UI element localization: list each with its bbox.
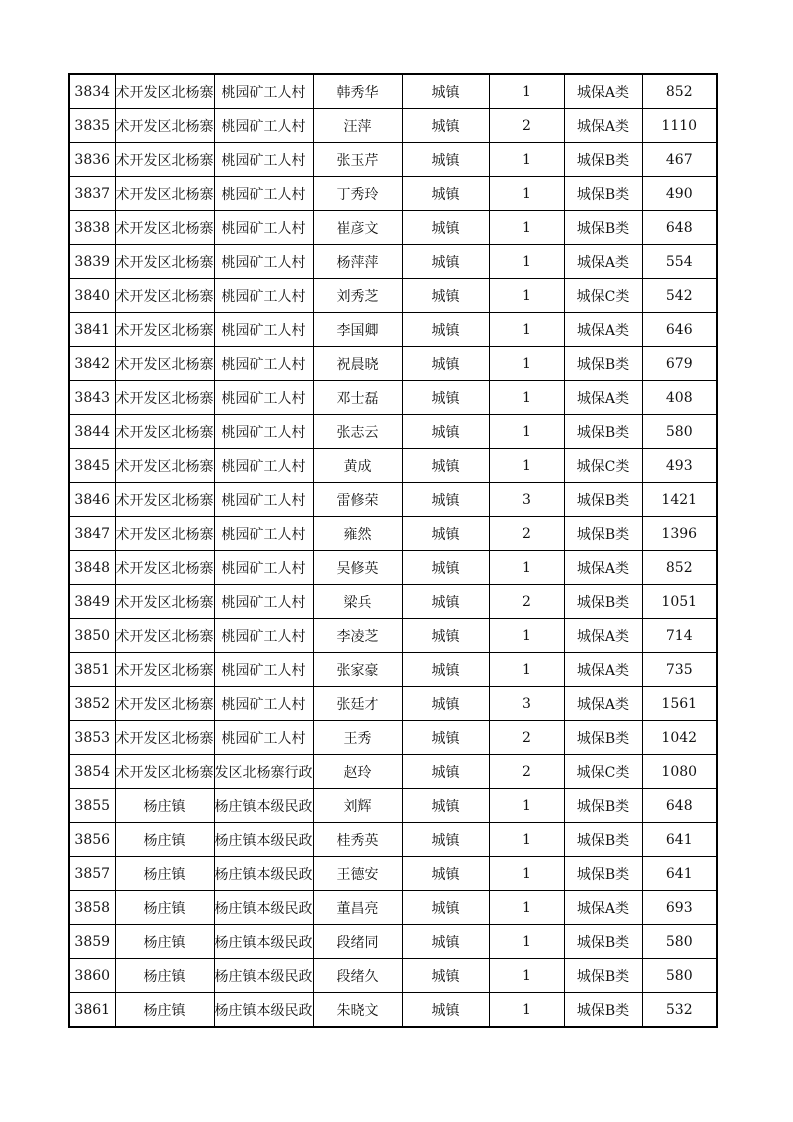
table-row (69, 993, 717, 1028)
area-type-cell: 城镇 (402, 449, 489, 483)
name-cell: 赵玲 (313, 755, 402, 789)
village-cell: 桃园矿工人村 (214, 279, 313, 313)
name-cell: 张廷才 (313, 687, 402, 721)
name-cell: 张玉芹 (313, 143, 402, 177)
name-cell: 雍然 (313, 517, 402, 551)
amount-cell: 852 (642, 74, 717, 109)
name-cell: 祝晨晓 (313, 347, 402, 381)
table-row (69, 245, 717, 279)
row-number-cell: 3847 (69, 517, 115, 551)
amount-cell: 641 (642, 857, 717, 891)
village-cell: 桃园矿工人村 (214, 585, 313, 619)
table-row (69, 687, 717, 721)
name-cell: 董昌亮 (313, 891, 402, 925)
name-cell: 段绪同 (313, 925, 402, 959)
name-cell: 段绪久 (313, 959, 402, 993)
household-size-cell: 1 (489, 789, 564, 823)
category-cell: 城保C类 (564, 449, 642, 483)
area-type-cell: 城镇 (402, 857, 489, 891)
area-type-cell: 城镇 (402, 211, 489, 245)
household-size-cell: 2 (489, 517, 564, 551)
table-row (69, 415, 717, 449)
household-size-cell: 1 (489, 245, 564, 279)
category-cell: 城保A类 (564, 74, 642, 109)
row-number-cell: 3861 (69, 993, 115, 1028)
category-cell: 城保B类 (564, 415, 642, 449)
area-type-cell: 城镇 (402, 74, 489, 109)
area-type-cell: 城镇 (402, 109, 489, 143)
table-row (69, 585, 717, 619)
district-cell: 术开发区北杨寨 (115, 585, 214, 619)
household-size-cell: 1 (489, 857, 564, 891)
amount-cell: 1561 (642, 687, 717, 721)
household-size-cell: 2 (489, 109, 564, 143)
amount-cell: 1396 (642, 517, 717, 551)
district-cell: 术开发区北杨寨 (115, 143, 214, 177)
household-size-cell: 1 (489, 415, 564, 449)
household-size-cell: 2 (489, 585, 564, 619)
village-cell: 桃园矿工人村 (214, 313, 313, 347)
household-size-cell: 1 (489, 823, 564, 857)
district-cell: 术开发区北杨寨 (115, 619, 214, 653)
table-row (69, 313, 717, 347)
amount-cell: 490 (642, 177, 717, 211)
household-size-cell: 1 (489, 381, 564, 415)
village-cell: 桃园矿工人村 (214, 109, 313, 143)
name-cell: 丁秀玲 (313, 177, 402, 211)
category-cell: 城保A类 (564, 109, 642, 143)
category-cell: 城保A类 (564, 619, 642, 653)
village-cell: 发区北杨寨行政 (214, 755, 313, 789)
name-cell: 李国卿 (313, 313, 402, 347)
row-number-cell: 3856 (69, 823, 115, 857)
district-cell: 术开发区北杨寨 (115, 211, 214, 245)
village-cell: 桃园矿工人村 (214, 211, 313, 245)
amount-cell: 408 (642, 381, 717, 415)
row-number-cell: 3837 (69, 177, 115, 211)
district-cell: 术开发区北杨寨 (115, 415, 214, 449)
name-cell: 梁兵 (313, 585, 402, 619)
district-cell: 杨庄镇 (115, 993, 214, 1028)
row-number-cell: 3859 (69, 925, 115, 959)
household-size-cell: 1 (489, 993, 564, 1028)
name-cell: 汪萍 (313, 109, 402, 143)
row-number-cell: 3850 (69, 619, 115, 653)
category-cell: 城保A类 (564, 313, 642, 347)
amount-cell: 1110 (642, 109, 717, 143)
district-cell: 术开发区北杨寨 (115, 109, 214, 143)
district-cell: 术开发区北杨寨 (115, 551, 214, 585)
category-cell: 城保B类 (564, 789, 642, 823)
area-type-cell: 城镇 (402, 959, 489, 993)
category-cell: 城保B类 (564, 143, 642, 177)
village-cell: 桃园矿工人村 (214, 483, 313, 517)
area-type-cell: 城镇 (402, 381, 489, 415)
household-size-cell: 1 (489, 211, 564, 245)
district-cell: 杨庄镇 (115, 823, 214, 857)
row-number-cell: 3854 (69, 755, 115, 789)
district-cell: 术开发区北杨寨 (115, 245, 214, 279)
district-cell: 术开发区北杨寨 (115, 74, 214, 109)
row-number-cell: 3844 (69, 415, 115, 449)
category-cell: 城保C类 (564, 279, 642, 313)
area-type-cell: 城镇 (402, 585, 489, 619)
amount-cell: 542 (642, 279, 717, 313)
name-cell: 雷修荣 (313, 483, 402, 517)
amount-cell: 1042 (642, 721, 717, 755)
household-size-cell: 3 (489, 483, 564, 517)
table-row (69, 143, 717, 177)
name-cell: 王德安 (313, 857, 402, 891)
table-row (69, 449, 717, 483)
table-row (69, 347, 717, 381)
village-cell: 杨庄镇本级民政 (214, 857, 313, 891)
row-number-cell: 3836 (69, 143, 115, 177)
amount-cell: 467 (642, 143, 717, 177)
amount-cell: 641 (642, 823, 717, 857)
area-type-cell: 城镇 (402, 177, 489, 211)
category-cell: 城保A类 (564, 381, 642, 415)
area-type-cell: 城镇 (402, 245, 489, 279)
area-type-cell: 城镇 (402, 755, 489, 789)
table-row (69, 721, 717, 755)
row-number-cell: 3855 (69, 789, 115, 823)
household-size-cell: 2 (489, 721, 564, 755)
district-cell: 杨庄镇 (115, 959, 214, 993)
village-cell: 桃园矿工人村 (214, 245, 313, 279)
amount-cell: 580 (642, 925, 717, 959)
amount-cell: 532 (642, 993, 717, 1028)
table-row (69, 619, 717, 653)
village-cell: 杨庄镇本级民政 (214, 993, 313, 1028)
household-size-cell: 1 (489, 925, 564, 959)
area-type-cell: 城镇 (402, 279, 489, 313)
district-cell: 术开发区北杨寨 (115, 687, 214, 721)
amount-cell: 648 (642, 789, 717, 823)
table-row (69, 551, 717, 585)
area-type-cell: 城镇 (402, 789, 489, 823)
district-cell: 术开发区北杨寨 (115, 279, 214, 313)
village-cell: 桃园矿工人村 (214, 687, 313, 721)
category-cell: 城保B类 (564, 483, 642, 517)
table-row (69, 755, 717, 789)
area-type-cell: 城镇 (402, 415, 489, 449)
data-table (68, 73, 718, 1028)
area-type-cell: 城镇 (402, 823, 489, 857)
amount-cell: 679 (642, 347, 717, 381)
village-cell: 桃园矿工人村 (214, 177, 313, 211)
household-size-cell: 3 (489, 687, 564, 721)
row-number-cell: 3860 (69, 959, 115, 993)
amount-cell: 580 (642, 959, 717, 993)
village-cell: 桃园矿工人村 (214, 415, 313, 449)
row-number-cell: 3858 (69, 891, 115, 925)
household-size-cell: 1 (489, 279, 564, 313)
district-cell: 术开发区北杨寨 (115, 721, 214, 755)
household-size-cell: 1 (489, 143, 564, 177)
district-cell: 杨庄镇 (115, 891, 214, 925)
category-cell: 城保B类 (564, 347, 642, 381)
amount-cell: 554 (642, 245, 717, 279)
household-size-cell: 1 (489, 619, 564, 653)
village-cell: 桃园矿工人村 (214, 381, 313, 415)
row-number-cell: 3838 (69, 211, 115, 245)
row-number-cell: 3849 (69, 585, 115, 619)
household-size-cell: 1 (489, 959, 564, 993)
category-cell: 城保B类 (564, 211, 642, 245)
area-type-cell: 城镇 (402, 517, 489, 551)
amount-cell: 580 (642, 415, 717, 449)
name-cell: 韩秀华 (313, 74, 402, 109)
table-row (69, 74, 717, 109)
category-cell: 城保B类 (564, 721, 642, 755)
category-cell: 城保B类 (564, 823, 642, 857)
household-size-cell: 1 (489, 653, 564, 687)
area-type-cell: 城镇 (402, 653, 489, 687)
household-size-cell: 1 (489, 891, 564, 925)
area-type-cell: 城镇 (402, 891, 489, 925)
village-cell: 杨庄镇本级民政 (214, 823, 313, 857)
table-row (69, 109, 717, 143)
category-cell: 城保A类 (564, 891, 642, 925)
district-cell: 术开发区北杨寨 (115, 313, 214, 347)
district-cell: 杨庄镇 (115, 789, 214, 823)
name-cell: 张志云 (313, 415, 402, 449)
name-cell: 朱晓文 (313, 993, 402, 1028)
household-size-cell: 1 (489, 313, 564, 347)
table-row (69, 857, 717, 891)
area-type-cell: 城镇 (402, 313, 489, 347)
table-row (69, 483, 717, 517)
area-type-cell: 城镇 (402, 721, 489, 755)
amount-cell: 852 (642, 551, 717, 585)
household-size-cell: 1 (489, 449, 564, 483)
district-cell: 术开发区北杨寨 (115, 483, 214, 517)
row-number-cell: 3841 (69, 313, 115, 347)
village-cell: 桃园矿工人村 (214, 449, 313, 483)
category-cell: 城保A类 (564, 245, 642, 279)
village-cell: 桃园矿工人村 (214, 517, 313, 551)
table-row (69, 381, 717, 415)
row-number-cell: 3843 (69, 381, 115, 415)
table-row (69, 517, 717, 551)
name-cell: 黄成 (313, 449, 402, 483)
district-cell: 术开发区北杨寨 (115, 653, 214, 687)
village-cell: 杨庄镇本级民政 (214, 925, 313, 959)
category-cell: 城保C类 (564, 755, 642, 789)
table-row (69, 891, 717, 925)
name-cell: 刘辉 (313, 789, 402, 823)
amount-cell: 1051 (642, 585, 717, 619)
name-cell: 桂秀英 (313, 823, 402, 857)
table-row (69, 959, 717, 993)
village-cell: 桃园矿工人村 (214, 619, 313, 653)
village-cell: 桃园矿工人村 (214, 143, 313, 177)
area-type-cell: 城镇 (402, 483, 489, 517)
area-type-cell: 城镇 (402, 551, 489, 585)
row-number-cell: 3834 (69, 74, 115, 109)
category-cell: 城保B类 (564, 993, 642, 1028)
district-cell: 术开发区北杨寨 (115, 449, 214, 483)
category-cell: 城保A类 (564, 653, 642, 687)
category-cell: 城保B类 (564, 925, 642, 959)
amount-cell: 693 (642, 891, 717, 925)
category-cell: 城保A类 (564, 687, 642, 721)
area-type-cell: 城镇 (402, 687, 489, 721)
table-row (69, 177, 717, 211)
district-cell: 术开发区北杨寨 (115, 177, 214, 211)
district-cell: 杨庄镇 (115, 857, 214, 891)
amount-cell: 735 (642, 653, 717, 687)
row-number-cell: 3835 (69, 109, 115, 143)
row-number-cell: 3846 (69, 483, 115, 517)
area-type-cell: 城镇 (402, 143, 489, 177)
village-cell: 桃园矿工人村 (214, 653, 313, 687)
row-number-cell: 3848 (69, 551, 115, 585)
name-cell: 崔彦文 (313, 211, 402, 245)
amount-cell: 646 (642, 313, 717, 347)
row-number-cell: 3839 (69, 245, 115, 279)
table-row (69, 925, 717, 959)
village-cell: 桃园矿工人村 (214, 721, 313, 755)
name-cell: 杨萍萍 (313, 245, 402, 279)
name-cell: 张家豪 (313, 653, 402, 687)
household-size-cell: 1 (489, 177, 564, 211)
household-size-cell: 2 (489, 755, 564, 789)
area-type-cell: 城镇 (402, 925, 489, 959)
name-cell: 王秀 (313, 721, 402, 755)
household-size-cell: 1 (489, 74, 564, 109)
row-number-cell: 3851 (69, 653, 115, 687)
table-row (69, 653, 717, 687)
category-cell: 城保B类 (564, 959, 642, 993)
village-cell: 杨庄镇本级民政 (214, 789, 313, 823)
amount-cell: 493 (642, 449, 717, 483)
amount-cell: 714 (642, 619, 717, 653)
row-number-cell: 3840 (69, 279, 115, 313)
amount-cell: 1421 (642, 483, 717, 517)
village-cell: 桃园矿工人村 (214, 74, 313, 109)
row-number-cell: 3842 (69, 347, 115, 381)
area-type-cell: 城镇 (402, 993, 489, 1028)
district-cell: 术开发区北杨寨 (115, 517, 214, 551)
village-cell: 杨庄镇本级民政 (214, 959, 313, 993)
row-number-cell: 3845 (69, 449, 115, 483)
category-cell: 城保A类 (564, 551, 642, 585)
row-number-cell: 3857 (69, 857, 115, 891)
name-cell: 刘秀芝 (313, 279, 402, 313)
category-cell: 城保B类 (564, 857, 642, 891)
table-row (69, 279, 717, 313)
table-row (69, 211, 717, 245)
amount-cell: 1080 (642, 755, 717, 789)
name-cell: 邓士磊 (313, 381, 402, 415)
household-size-cell: 1 (489, 551, 564, 585)
village-cell: 桃园矿工人村 (214, 551, 313, 585)
district-cell: 术开发区北杨寨 (115, 755, 214, 789)
row-number-cell: 3852 (69, 687, 115, 721)
name-cell: 李凌芝 (313, 619, 402, 653)
table-row (69, 789, 717, 823)
name-cell: 吴修英 (313, 551, 402, 585)
area-type-cell: 城镇 (402, 347, 489, 381)
district-cell: 术开发区北杨寨 (115, 381, 214, 415)
category-cell: 城保B类 (564, 585, 642, 619)
amount-cell: 648 (642, 211, 717, 245)
table-row (69, 823, 717, 857)
district-cell: 杨庄镇 (115, 925, 214, 959)
category-cell: 城保B类 (564, 177, 642, 211)
row-number-cell: 3853 (69, 721, 115, 755)
category-cell: 城保B类 (564, 517, 642, 551)
village-cell: 桃园矿工人村 (214, 347, 313, 381)
district-cell: 术开发区北杨寨 (115, 347, 214, 381)
household-size-cell: 1 (489, 347, 564, 381)
area-type-cell: 城镇 (402, 619, 489, 653)
village-cell: 杨庄镇本级民政 (214, 891, 313, 925)
table-body (69, 74, 717, 1027)
